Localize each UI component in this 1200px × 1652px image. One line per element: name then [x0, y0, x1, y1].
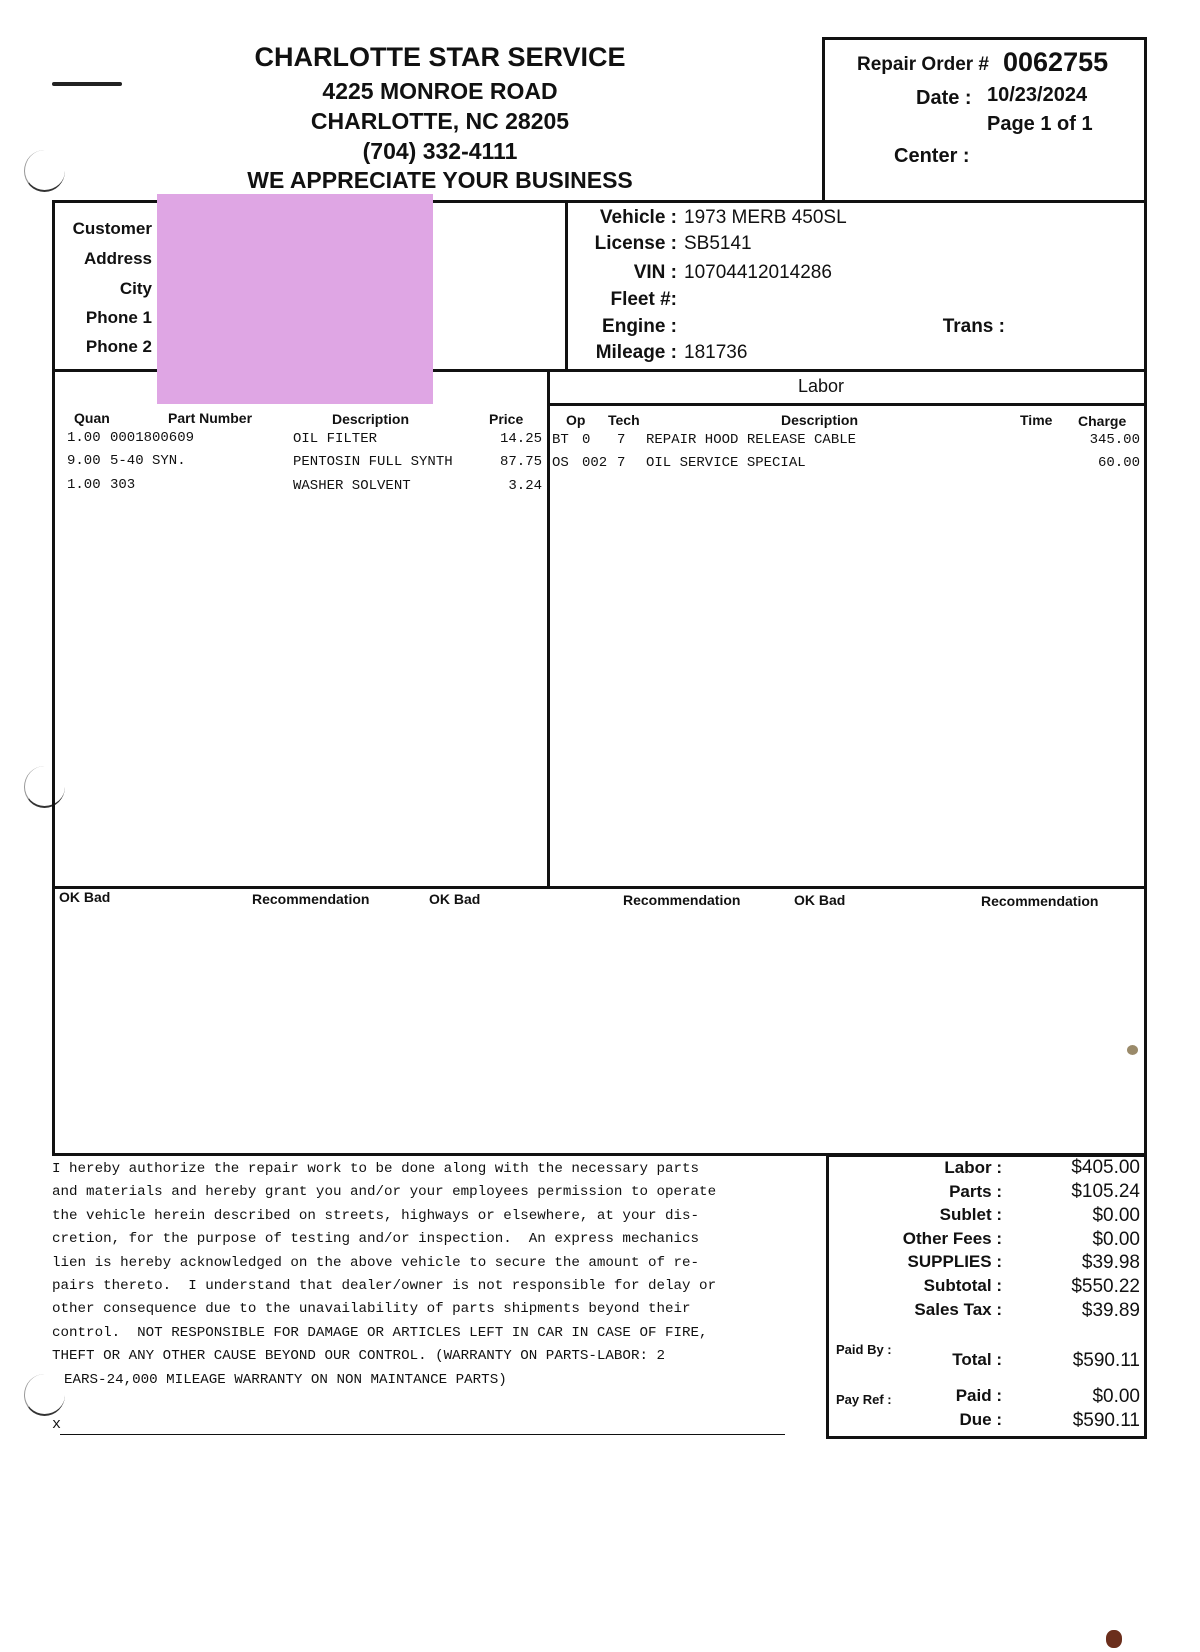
labor-title: Labor [798, 376, 845, 396]
customer-label: Customer [72, 219, 152, 238]
redacted-customer-info [157, 194, 433, 404]
scan-speck [1106, 1630, 1122, 1648]
parts-row-1-quan: 1.00 [67, 430, 101, 446]
repair-order-label: Repair Order # [857, 54, 989, 75]
order-date: 10/23/2024 [987, 84, 1088, 106]
labor-row-1-tech2: 7 [617, 432, 626, 448]
legal-line: and materials and hereby grant you and/or your employees permission to operate [52, 1184, 717, 1201]
grand-total-label: Total : [952, 1350, 1002, 1369]
pay-ref-label: Pay Ref : [836, 1392, 892, 1407]
phone2-label: Phone 2 [85, 337, 152, 356]
total-parts-label: Parts : [949, 1182, 1002, 1201]
parts-labor-divider [547, 369, 550, 887]
parts-row-2-price: 87.75 [499, 454, 542, 470]
parts-row-1-desc: OIL FILTER [293, 431, 378, 447]
recommendations-box [52, 886, 1147, 1156]
trans-label: Trans : [942, 316, 1005, 337]
total-subtotal-label: Subtotal : [923, 1276, 1002, 1295]
parts-row-3-quan: 1.00 [67, 477, 101, 493]
date-label: Date : [916, 87, 972, 109]
total-supplies-value: $39.98 [1081, 1252, 1140, 1273]
legal-line: cretion, for the purpose of testing and/or inspection. An express mechanics [52, 1231, 700, 1248]
labor-row-2-tech1: 002 [582, 455, 608, 471]
shop-tagline: WE APPRECIATE YOUR BUSINESS [247, 167, 633, 193]
labor-header-charge: Charge [1078, 413, 1127, 429]
authorization-text [52, 1158, 812, 1392]
labor-header-description: Description [781, 412, 859, 428]
grand-total-value: $590.11 [1072, 1350, 1140, 1371]
total-sublet-value: $0.00 [1092, 1205, 1140, 1226]
engine-label: Engine : [602, 316, 677, 337]
parts-row-1-part: 0001800609 [110, 430, 195, 446]
parts-row-2-part: 5-40 SYN. [110, 453, 186, 469]
rec-2-label: Recommendation [623, 892, 741, 908]
parts-row-3-part: 303 [110, 477, 136, 493]
labor-row-1-op: BT [552, 432, 569, 448]
license-value: SB5141 [684, 233, 752, 254]
total-tax-label: Sales Tax : [914, 1300, 1002, 1319]
center-label: Center : [894, 145, 970, 167]
labor-row-2-charge: 60.00 [1097, 455, 1140, 471]
punch-hole-top [24, 150, 65, 192]
legal-line: control. NOT RESPONSIBLE FOR DAMAGE OR ARTICLES LEFT IN CAR IN CASE OF FIRE, [52, 1324, 708, 1341]
labor-header-time: Time [1020, 412, 1053, 428]
labor-row-1-tech1: 0 [582, 432, 591, 448]
license-label: License : [594, 233, 677, 254]
page-number: Page 1 of 1 [987, 113, 1093, 135]
total-sublet-label: Sublet : [939, 1205, 1002, 1224]
parts-row-3-price: 3.24 [508, 478, 542, 494]
rec-1-okbad: OK Bad [59, 889, 111, 905]
parts-header-price: Price [489, 411, 524, 427]
city-label: City [119, 279, 152, 298]
parts-header-quan: Quan [74, 410, 110, 426]
total-parts-value: $105.24 [1071, 1181, 1140, 1202]
legal-line: THEFT OR ANY OTHER CAUSE BEYOND OUR CONTROL. (WARRANTY ON PARTS-LABOR: 2 [52, 1348, 665, 1365]
shop-city: CHARLOTTE, NC 28205 [310, 108, 570, 134]
paid-value: $0.00 [1092, 1386, 1140, 1407]
vehicle-value: 1973 MERB 450SL [684, 207, 847, 228]
total-tax-value: $39.89 [1081, 1300, 1140, 1321]
legal-line: pairs thereto. I understand that dealer/owner is not responsible for delay or [52, 1278, 717, 1295]
staple-mark [52, 82, 122, 86]
parts-row-1-price: 14.25 [499, 431, 542, 447]
signature-mark: x [52, 1416, 62, 1433]
mileage-value: 181736 [684, 342, 748, 363]
shop-phone: (704) 332-4111 [362, 138, 518, 164]
shop-address: 4225 MONROE ROAD [322, 78, 558, 104]
parts-labor-box [52, 369, 1147, 889]
total-labor-label: Labor : [944, 1158, 1002, 1177]
total-subtotal-value: $550.22 [1071, 1276, 1140, 1297]
fleet-label: Fleet #: [610, 289, 677, 310]
address-label: Address [83, 249, 152, 268]
legal-line: EARS-24,000 MILEAGE WARRANTY ON NON MAINTANCE PARTS) [64, 1371, 507, 1388]
labor-row-1-desc: REPAIR HOOD RELEASE CABLE [646, 432, 857, 448]
legal-line: lien is hereby acknowledged on the above vehicle to secure the amount of re- [52, 1254, 700, 1271]
legal-line: I hereby authorize the repair work to be done along with the necessary parts [52, 1161, 700, 1177]
vin-value: 10704412014286 [684, 262, 832, 283]
labor-row-1-charge: 345.00 [1089, 432, 1140, 448]
vehicle-label: Vehicle : [599, 207, 677, 228]
labor-header-op: Op [566, 412, 586, 428]
scan-speck [1127, 1045, 1138, 1055]
parts-header-description: Description [332, 411, 410, 427]
due-value: $590.11 [1072, 1410, 1140, 1431]
legal-line: the vehicle herein described on streets, highways or elsewhere, at your dis- [52, 1207, 700, 1224]
total-other-value: $0.00 [1092, 1229, 1140, 1250]
repair-order-number: 0062755 [1003, 47, 1109, 77]
signature-line[interactable] [60, 1434, 785, 1435]
parts-row-2-quan: 9.00 [67, 453, 101, 469]
labor-header-tech: Tech [608, 412, 640, 428]
total-other-label: Other Fees : [902, 1229, 1002, 1248]
parts-row-3-desc: WASHER SOLVENT [293, 478, 411, 494]
phone1-label: Phone 1 [85, 308, 152, 327]
parts-row-2-desc: PENTOSIN FULL SYNTH [293, 454, 453, 470]
labor-row-2-tech2: 7 [617, 455, 626, 471]
mileage-label: Mileage : [595, 342, 677, 363]
paid-label: Paid : [955, 1386, 1002, 1405]
rec-3-label: Recommendation [981, 893, 1099, 909]
labor-row-2-op: OS [552, 455, 569, 471]
paid-by-label: Paid By : [836, 1342, 892, 1357]
due-label: Due : [959, 1410, 1002, 1429]
labor-row-2-desc: OIL SERVICE SPECIAL [646, 455, 806, 471]
total-supplies-label: SUPPLIES : [907, 1252, 1002, 1271]
rec-1-label: Recommendation [252, 891, 370, 907]
rec-3-okbad: OK Bad [794, 892, 846, 908]
total-labor-value: $405.00 [1071, 1157, 1140, 1178]
rec-2-okbad: OK Bad [429, 891, 481, 907]
shop-name: CHARLOTTE STAR SERVICE [254, 42, 626, 72]
legal-line: other consequence due to the unavailability of parts shipments beyond their [52, 1301, 691, 1318]
parts-header-part-number: Part Number [168, 410, 253, 426]
vin-label: VIN : [633, 262, 677, 283]
labor-header-rule [547, 403, 1145, 406]
